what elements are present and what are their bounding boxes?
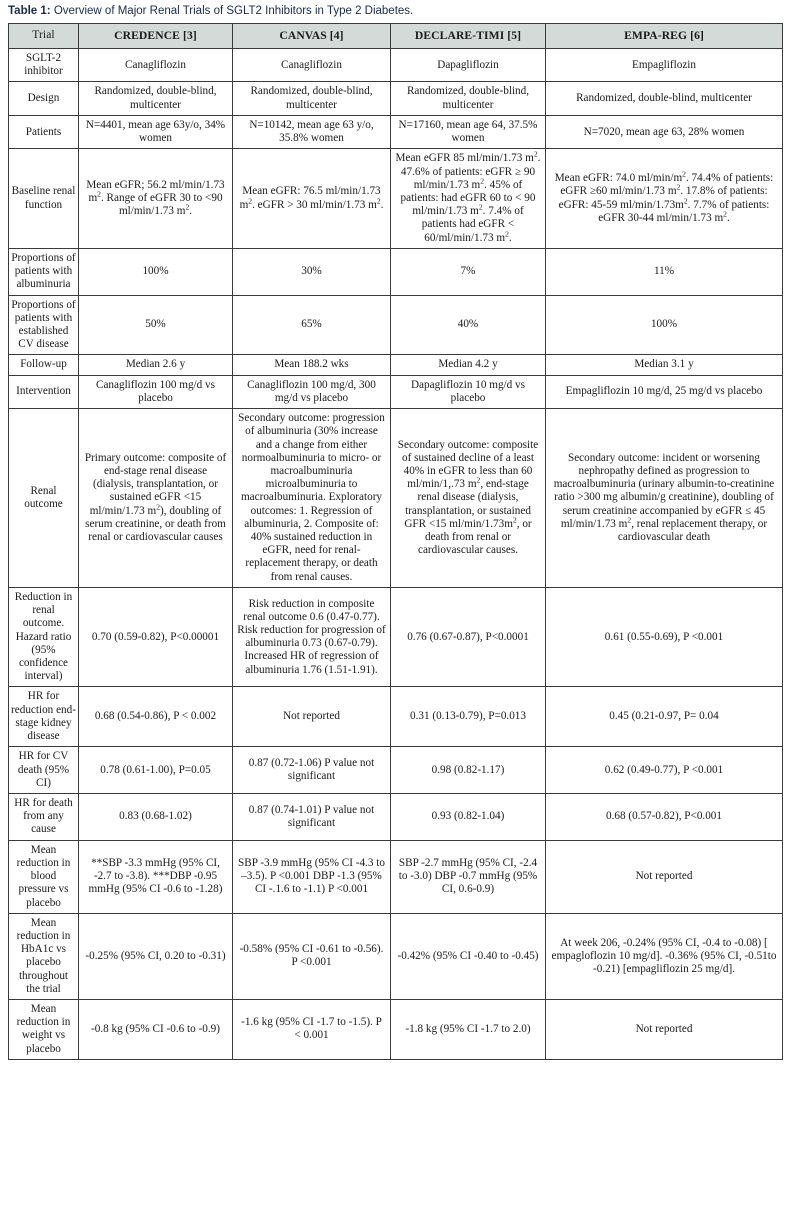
table-row bbox=[9, 1000, 783, 1060]
table-row bbox=[9, 248, 783, 295]
table-cell: Mean eGFR; 56.2 ml/min/1.73 $m^2$. Range of eGFR 30 to <90 ml/min/1.73 $m^2$. bbox=[79, 149, 233, 249]
row-header: Follow-up bbox=[9, 355, 79, 375]
table-row bbox=[9, 295, 783, 355]
table-cell: N=4401, mean age 63y/o, 34% women bbox=[79, 115, 233, 148]
table-cell: SBP -3.9 mmHg (95% CI -4.3 to –3.5). P <0.001 DBP -1.3 (95% CI -.1.6 to -1.1) P <0.001 bbox=[233, 840, 391, 913]
row-header: Reduction in renal outcome. Hazard ratio (95% confidence interval) bbox=[9, 587, 79, 687]
table-caption-label: Table 1: bbox=[8, 5, 51, 17]
table-cell: 7% bbox=[391, 248, 546, 295]
table-cell: N=17160, mean age 64, 37.5% women bbox=[391, 115, 546, 148]
table-row bbox=[9, 913, 783, 999]
header-row bbox=[9, 24, 783, 49]
table-cell: 0.68 (0.57-0.82), P<0.001 bbox=[546, 793, 783, 840]
table-cell: 40% bbox=[391, 295, 546, 355]
table-cell: Median 2.6 y bbox=[79, 355, 233, 375]
table-cell: Not reported bbox=[546, 1000, 783, 1060]
table-cell: Secondary outcome: incident or worsening nephropathy defined as progression to macroalbuminuria (urinary albumin-to-creatinine ratio >300 mg albumin/g creatinine), doubling of serum creatinine accompanied by eGFR ≤ 45 ml/min/1.73 $m^2$, renal replacement therapy, or cardiovascular death bbox=[546, 409, 783, 588]
table-cell: 0.98 (0.82-1.17) bbox=[391, 747, 546, 794]
table-cell: Dapagliflozin bbox=[391, 49, 546, 82]
table-row bbox=[9, 587, 783, 687]
table-cell: -0.58% (95% CI -0.61 to -0.56). P <0.001 bbox=[233, 913, 391, 999]
row-header: SGLT-2 inhibitor bbox=[9, 49, 79, 82]
table-row bbox=[9, 687, 783, 747]
table-cell: Secondary outcome: composite of sustained decline of a least 40% in eGFR to less than 60 ml/min/1,.73 $m^2$, end-stage renal disease (dialysis, transplantation, or sustained GFR <15 $ml/\min/1.73m^2$, or death from renal or cardiovascular causes. bbox=[391, 409, 546, 588]
table-cell: 0.45 (0.21-0.97, P= 0.04 bbox=[546, 687, 783, 747]
row-header: Proportions of patients with established CV disease bbox=[9, 295, 79, 355]
table-cell: N=7020, mean age 63, 28% women bbox=[546, 115, 783, 148]
table-cell: **SBP -3.3 mmHg (95% CI, -2.7 to -3.8). ***DBP -0.95 mmHg (95% CI -0.6 to -1.28) bbox=[79, 840, 233, 913]
row-header: HR for death from any cause bbox=[9, 793, 79, 840]
table-cell: Median 3.1 y bbox=[546, 355, 783, 375]
table-cell: 65% bbox=[233, 295, 391, 355]
table-cell: 0.62 (0.49-0.77), P <0.001 bbox=[546, 747, 783, 794]
row-header: Baseline renal function bbox=[9, 149, 79, 249]
table-cell: 0.76 (0.67-0.87), P<0.0001 bbox=[391, 587, 546, 687]
table-cell: 50% bbox=[79, 295, 233, 355]
table-cell: Randomized, double-blind, multicenter bbox=[546, 82, 783, 115]
table-cell: Dapagliflozin 10 mg/d vs placebo bbox=[391, 375, 546, 408]
table-row bbox=[9, 115, 783, 148]
table-cell: Empagliflozin bbox=[546, 49, 783, 82]
table-cell: 0.83 (0.68-1.02) bbox=[79, 793, 233, 840]
row-header: Renal outcome bbox=[9, 409, 79, 588]
row-header: Patients bbox=[9, 115, 79, 148]
table-cell: -0.42% (95% CI -0.40 to -0.45) bbox=[391, 913, 546, 999]
table-cell: Mean eGFR 85 ml/min/1.73 $m^2$. 47.6% of patients: eGFR ≥ 90 ml/min/1.73 $m^2$. 45% of patients: had eGFR 60 to < 90 ml/min/1.73 $m^2$. 7.4% of patients had eGFR < 60/ml/min/1.73 $m^2$. bbox=[391, 149, 546, 249]
table-caption bbox=[8, 0, 782, 23]
table-cell: 100% bbox=[79, 248, 233, 295]
table-cell: Mean eGFR: 74.0 $ml/\min/m^2$. 74.4% of patients: eGFR ≥60 ml/min/1.73 $m^2$. 17.8% of patients: eGFR: 45-59 $ml/\min/1.73m^2$. 7.7% of patients: eGFR 30-44 ml/min/1.73 $m^2$. bbox=[546, 149, 783, 249]
row-header: Proportions of patients with albuminuria bbox=[9, 248, 79, 295]
table-cell: Randomized, double-blind, multicenter bbox=[391, 82, 546, 115]
table-row bbox=[9, 793, 783, 840]
table-cell: N=10142, mean age 63 y/o, 35.8% women bbox=[233, 115, 391, 148]
row-header: HR for CV death (95% CI) bbox=[9, 747, 79, 794]
row-header: Mean reduction in HbA1c vs placebo throughout the trial bbox=[9, 913, 79, 999]
table-cell: -1.6 kg (95% CI -1.7 to -1.5). P < 0.001 bbox=[233, 1000, 391, 1060]
table-cell: 30% bbox=[233, 248, 391, 295]
row-header: Mean reduction in blood pressure vs placebo bbox=[9, 840, 79, 913]
table-cell: Primary outcome: composite of end-stage renal disease (dialysis, transplantation, or sustained eGFR <15 ml/min/1.73 $m^2$), doubling of serum creatinine, or death from renal or cardiovascular causes bbox=[79, 409, 233, 588]
table-cell: 0.87 (0.74-1.01) P value not significant bbox=[233, 793, 391, 840]
column-header-credence: CREDENCE [3] bbox=[79, 24, 233, 49]
table-cell: Canagliflozin 100 mg/d, 300 mg/d vs placebo bbox=[233, 375, 391, 408]
table-cell: Not reported bbox=[546, 840, 783, 913]
table-cell: 0.61 (0.55-0.69), P <0.001 bbox=[546, 587, 783, 687]
table-header bbox=[9, 24, 783, 49]
table-cell: Canagliflozin bbox=[79, 49, 233, 82]
table-cell: 0.70 (0.59-0.82), P<0.00001 bbox=[79, 587, 233, 687]
table-cell: -1.8 kg (95% CI -1.7 to 2.0) bbox=[391, 1000, 546, 1060]
renal-trials-table bbox=[8, 23, 783, 1060]
table-row bbox=[9, 747, 783, 794]
column-header-empa-reg: EMPA-REG [6] bbox=[546, 24, 783, 49]
column-header-trial: Trial bbox=[9, 24, 79, 49]
table-cell: Canagliflozin bbox=[233, 49, 391, 82]
table-cell: SBP -2.7 mmHg (95% CI, -2.4 to -3.0) DBP -0.7 mmHg (95% CI, 0.6-0.9) bbox=[391, 840, 546, 913]
table-cell: Canagliflozin 100 mg/d vs placebo bbox=[79, 375, 233, 408]
row-header: HR for reduction end-stage kidney disease bbox=[9, 687, 79, 747]
table-cell: 11% bbox=[546, 248, 783, 295]
table-cell: Median 4.2 y bbox=[391, 355, 546, 375]
table-cell: 100% bbox=[546, 295, 783, 355]
table-cell: Randomized, double-blind, multicenter bbox=[233, 82, 391, 115]
column-header-declare-timi: DECLARE-TIMI [5] bbox=[391, 24, 546, 49]
table-cell: 0.68 (0.54-0.86), P < 0.002 bbox=[79, 687, 233, 747]
table-cell: -0.25% (95% CI, 0.20 to -0.31) bbox=[79, 913, 233, 999]
column-header-canvas: CANVAS [4] bbox=[233, 24, 391, 49]
table-cell: At week 206, -0.24% (95% CI, -0.4 to -0.08) [ empagloflozin 10 mg/d]. -0.36% (95% CI, -0.51to -0.21) [empagliflozin 25 mg/d]. bbox=[546, 913, 783, 999]
table-cell: Secondary outcome: progression of albuminuria (30% increase and a change from either normoalbuminuria to micro- or macroalbuminuria microalbuminuria to macroalbuminuria. Exploratory outcomes: 1. Regression of albuminuria, 2. Composite of: 40% sustained reduction in eGFR, need for renal-replacement therapy, or death from renal causes. bbox=[233, 409, 391, 588]
table-cell: Randomized, double-blind, multicenter bbox=[79, 82, 233, 115]
table-cell: Mean eGFR: 76.5 ml/min/1.73 $m^2$. eGFR > 30 ml/min/1.73 $m^2$. bbox=[233, 149, 391, 249]
table-row bbox=[9, 149, 783, 249]
table-cell: Not reported bbox=[233, 687, 391, 747]
table-caption-text: Overview of Major Renal Trials of SGLT2 Inhibitors in Type 2 Diabetes. bbox=[53, 5, 414, 17]
table-cell: 0.93 (0.82-1.04) bbox=[391, 793, 546, 840]
table-cell: Mean 188.2 wks bbox=[233, 355, 391, 375]
table-row bbox=[9, 409, 783, 588]
table-row bbox=[9, 49, 783, 82]
table-cell: 0.87 (0.72-1.06) P value not significant bbox=[233, 747, 391, 794]
row-header: Mean reduction in weight vs placebo bbox=[9, 1000, 79, 1060]
row-header: Design bbox=[9, 82, 79, 115]
table-cell: Risk reduction in composite renal outcome 0.6 (0.47-0.77). Risk reduction for progression of albuminuria 0.73 (0.67-0.79). Increased HR of regression of albuminuria 1.76 (1.51-1.91). bbox=[233, 587, 391, 687]
table-cell: Empagliflozin 10 mg/d, 25 mg/d vs placebo bbox=[546, 375, 783, 408]
row-header: Intervention bbox=[9, 375, 79, 408]
table-cell: -0.8 kg (95% CI -0.6 to -0.9) bbox=[79, 1000, 233, 1060]
table-body bbox=[9, 49, 783, 1060]
table-row bbox=[9, 840, 783, 913]
table-cell: 0.78 (0.61-1.00), P=0.05 bbox=[79, 747, 233, 794]
table-cell: 0.31 (0.13-0.79), P=0.013 bbox=[391, 687, 546, 747]
table-row bbox=[9, 355, 783, 375]
table-row bbox=[9, 82, 783, 115]
table-row bbox=[9, 375, 783, 408]
